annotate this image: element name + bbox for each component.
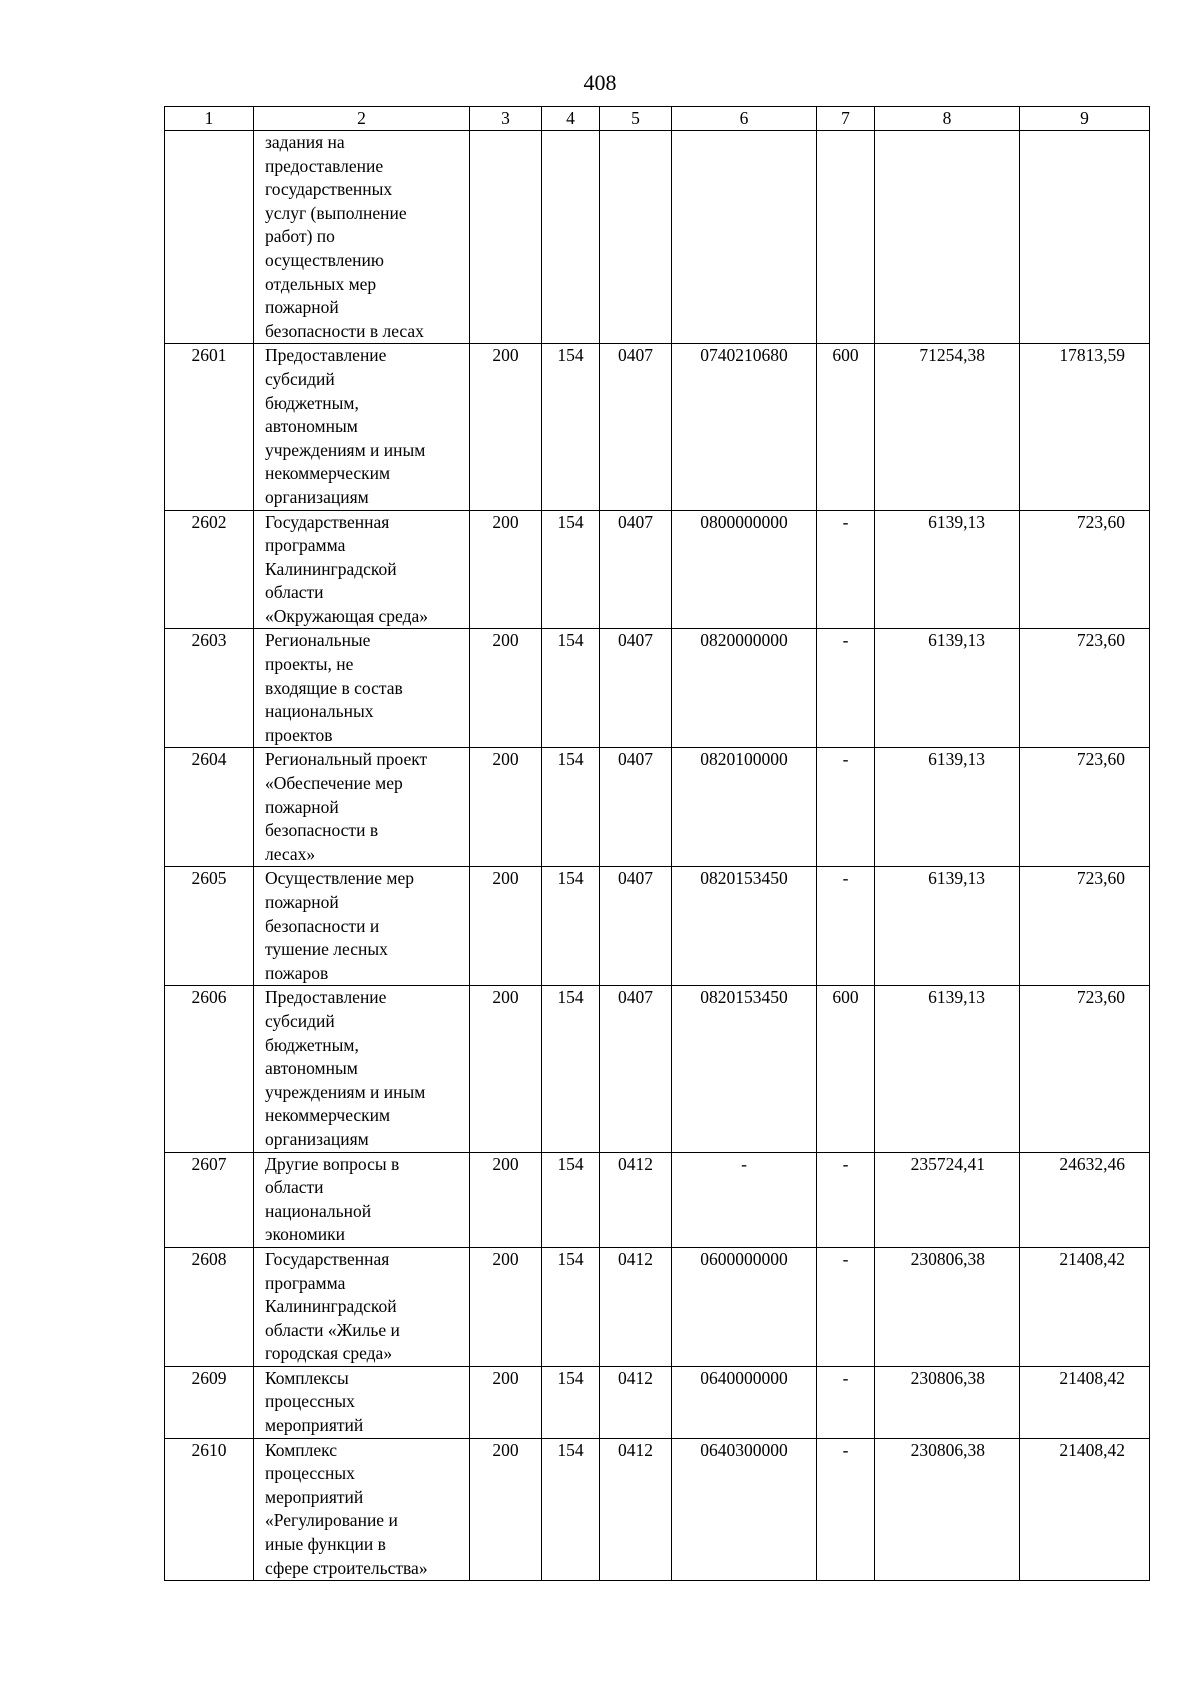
expense-type-cell: - [817, 867, 875, 986]
table-row [165, 1438, 1150, 1581]
table-row [165, 510, 1150, 629]
code-cell [542, 131, 600, 344]
amount-cell: 24632,46 [1020, 1152, 1150, 1247]
item-name-cell: Другие вопросы в области национальной экономики [254, 1152, 470, 1247]
item-name-cell: Государственная программа Калининградской области «Жилье и городская среда» [254, 1247, 470, 1366]
amount-cell: 21408,42 [1020, 1438, 1150, 1581]
amount-cell: 6139,13 [875, 510, 1020, 629]
code-cell: 154 [542, 510, 600, 629]
code-cell: 154 [542, 1366, 600, 1438]
amount-cell: 723,60 [1020, 748, 1150, 867]
amount-cell: 6139,13 [875, 748, 1020, 867]
section-code-cell: 0407 [600, 629, 672, 748]
amount-cell [1020, 131, 1150, 344]
item-name-cell: Региональный проект «Обеспечение мер пожарной безопасности в лесах» [254, 748, 470, 867]
section-code-cell: 0407 [600, 748, 672, 867]
column-header: 5 [600, 107, 672, 131]
amount-cell: 235724,41 [875, 1152, 1020, 1247]
amount-cell: 6139,13 [875, 629, 1020, 748]
expense-type-cell: - [817, 748, 875, 867]
ministry-code-cell: 200 [470, 1247, 542, 1366]
expense-type-cell [817, 131, 875, 344]
row-number-cell: 2604 [165, 748, 254, 867]
target-article-cell: 0740210680 [672, 344, 817, 510]
item-name-cell: Государственная программа Калининградской области «Окружающая среда» [254, 510, 470, 629]
section-code-cell: 0407 [600, 344, 672, 510]
ministry-code-cell [470, 131, 542, 344]
item-name-cell: Осуществление мер пожарной безопасности и тушение лесных пожаров [254, 867, 470, 986]
row-number-cell: 2609 [165, 1366, 254, 1438]
column-header: 3 [470, 107, 542, 131]
target-article-cell: 0800000000 [672, 510, 817, 629]
row-number-cell [165, 131, 254, 344]
row-number-cell: 2606 [165, 986, 254, 1152]
row-number-cell: 2610 [165, 1438, 254, 1581]
row-number-cell: 2601 [165, 344, 254, 510]
table-row [165, 629, 1150, 748]
amount-cell: 230806,38 [875, 1366, 1020, 1438]
row-number-cell: 2608 [165, 1247, 254, 1366]
code-cell: 154 [542, 748, 600, 867]
table-row [165, 867, 1150, 986]
page-number: 408 [583, 70, 617, 95]
row-number-cell: 2607 [165, 1152, 254, 1247]
item-name-cell: Предоставление субсидий бюджетным, автономным учреждениям и иным некоммерческим организациям [254, 986, 470, 1152]
code-cell: 154 [542, 867, 600, 986]
item-name-cell: задания на предоставление государственных услуг (выполнение работ) по осуществлению отдельных мер пожарной безопасности в лесах [254, 131, 470, 344]
target-article-cell: 0640000000 [672, 1366, 817, 1438]
section-code-cell: 0412 [600, 1152, 672, 1247]
amount-cell: 230806,38 [875, 1438, 1020, 1581]
ministry-code-cell: 200 [470, 986, 542, 1152]
expense-type-cell: - [817, 1247, 875, 1366]
table-header-row [165, 107, 1150, 131]
ministry-code-cell: 200 [470, 510, 542, 629]
expense-type-cell: 600 [817, 344, 875, 510]
table-row [165, 748, 1150, 867]
column-header: 2 [254, 107, 470, 131]
target-article-cell: 0820000000 [672, 629, 817, 748]
code-cell: 154 [542, 1152, 600, 1247]
budget-table [164, 106, 1150, 1581]
expense-type-cell: 600 [817, 986, 875, 1152]
ministry-code-cell: 200 [470, 1152, 542, 1247]
section-code-cell: 0412 [600, 1438, 672, 1581]
target-article-cell: - [672, 1152, 817, 1247]
section-code-cell: 0407 [600, 510, 672, 629]
target-article-cell: 0820153450 [672, 867, 817, 986]
column-header: 9 [1020, 107, 1150, 131]
table-row [165, 131, 1150, 344]
target-article-cell: 0600000000 [672, 1247, 817, 1366]
ministry-code-cell: 200 [470, 867, 542, 986]
column-header: 7 [817, 107, 875, 131]
amount-cell: 723,60 [1020, 510, 1150, 629]
table-row [165, 986, 1150, 1152]
code-cell: 154 [542, 1438, 600, 1581]
code-cell: 154 [542, 1247, 600, 1366]
amount-cell: 6139,13 [875, 986, 1020, 1152]
amount-cell: 723,60 [1020, 867, 1150, 986]
table-row [165, 1247, 1150, 1366]
target-article-cell: 0820100000 [672, 748, 817, 867]
target-article-cell: 0640300000 [672, 1438, 817, 1581]
section-code-cell: 0412 [600, 1247, 672, 1366]
amount-cell: 723,60 [1020, 986, 1150, 1152]
expense-type-cell: - [817, 1438, 875, 1581]
section-code-cell: 0407 [600, 986, 672, 1152]
section-code-cell: 0412 [600, 1366, 672, 1438]
table-row [165, 1152, 1150, 1247]
amount-cell: 6139,13 [875, 867, 1020, 986]
item-name-cell: Региональные проекты, не входящие в состав национальных проектов [254, 629, 470, 748]
row-number-cell: 2602 [165, 510, 254, 629]
ministry-code-cell: 200 [470, 1438, 542, 1581]
code-cell: 154 [542, 986, 600, 1152]
column-header: 8 [875, 107, 1020, 131]
amount-cell: 230806,38 [875, 1247, 1020, 1366]
item-name-cell: Комплексы процессных мероприятий [254, 1366, 470, 1438]
amount-cell: 17813,59 [1020, 344, 1150, 510]
code-cell: 154 [542, 344, 600, 510]
amount-cell: 21408,42 [1020, 1366, 1150, 1438]
ministry-code-cell: 200 [470, 629, 542, 748]
expense-type-cell: - [817, 510, 875, 629]
row-number-cell: 2603 [165, 629, 254, 748]
code-cell: 154 [542, 629, 600, 748]
amount-cell: 21408,42 [1020, 1247, 1150, 1366]
ministry-code-cell: 200 [470, 1366, 542, 1438]
amount-cell: 71254,38 [875, 344, 1020, 510]
table-row [165, 1366, 1150, 1438]
ministry-code-cell: 200 [470, 344, 542, 510]
target-article-cell [672, 131, 817, 344]
amount-cell: 723,60 [1020, 629, 1150, 748]
table-row [165, 344, 1150, 510]
column-header: 1 [165, 107, 254, 131]
section-code-cell: 0407 [600, 867, 672, 986]
column-header: 4 [542, 107, 600, 131]
ministry-code-cell: 200 [470, 748, 542, 867]
expense-type-cell: - [817, 1366, 875, 1438]
target-article-cell: 0820153450 [672, 986, 817, 1152]
row-number-cell: 2605 [165, 867, 254, 986]
amount-cell [875, 131, 1020, 344]
expense-type-cell: - [817, 629, 875, 748]
column-header: 6 [672, 107, 817, 131]
expense-type-cell: - [817, 1152, 875, 1247]
item-name-cell: Комплекс процессных мероприятий «Регулирование и иные функции в сфере строительства» [254, 1438, 470, 1581]
section-code-cell [600, 131, 672, 344]
item-name-cell: Предоставление субсидий бюджетным, автономным учреждениям и иным некоммерческим организациям [254, 344, 470, 510]
